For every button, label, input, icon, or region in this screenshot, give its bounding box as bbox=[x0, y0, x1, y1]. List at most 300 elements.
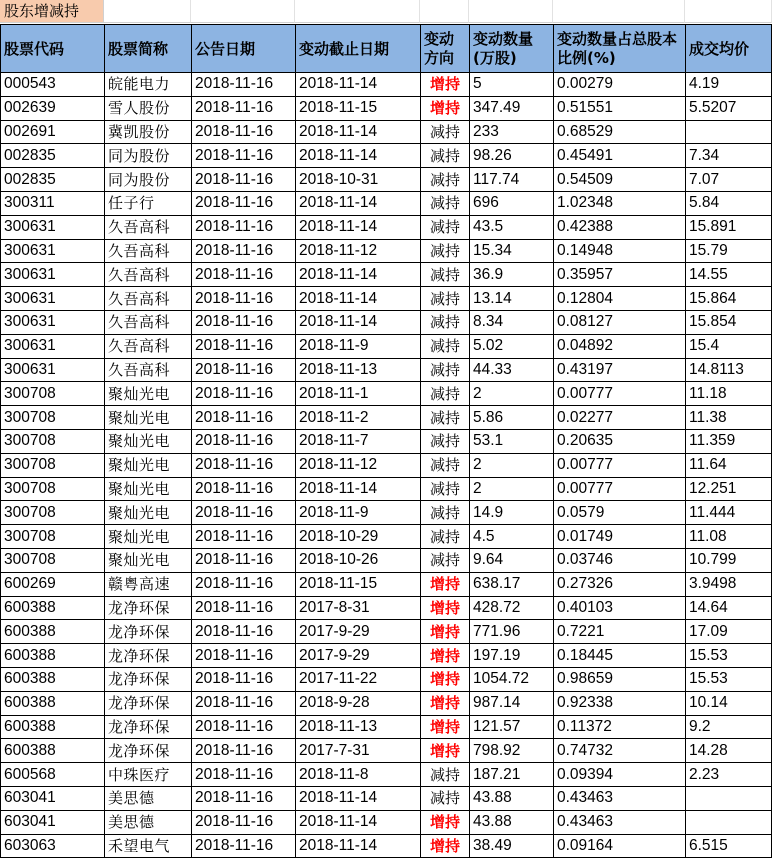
cell-avg-price[interactable]: 14.55 bbox=[686, 263, 772, 287]
table-row bbox=[1, 120, 772, 144]
cell-change-ratio[interactable]: 0.00777 bbox=[554, 477, 686, 501]
cell-change-quantity[interactable]: 197.19 bbox=[470, 644, 554, 668]
cell-change-ratio[interactable]: 1.02348 bbox=[554, 191, 686, 215]
cell-change-end-date[interactable]: 2018-11-9 bbox=[296, 334, 421, 358]
cell-change-direction[interactable]: 减持 bbox=[421, 263, 470, 287]
cell-change-end-date[interactable]: 2018-11-2 bbox=[296, 406, 421, 430]
cell-change-ratio[interactable]: 0.92338 bbox=[554, 691, 686, 715]
cell-change-end-date[interactable]: 2018-11-14 bbox=[296, 287, 421, 311]
cell-change-ratio[interactable]: 0.51551 bbox=[554, 96, 686, 120]
cell-stock-name[interactable]: 龙净环保 bbox=[105, 644, 192, 668]
cell-change-end-date[interactable]: 2018-11-14 bbox=[296, 834, 421, 858]
cell-announce-date[interactable]: 2018-11-16 bbox=[192, 501, 296, 525]
cell-stock-name[interactable]: 中珠医疗 bbox=[105, 763, 192, 787]
cell-change-end-date[interactable]: 2018-11-14 bbox=[296, 215, 421, 239]
cell-avg-price[interactable]: 17.09 bbox=[686, 620, 772, 644]
cell-stock-code[interactable]: 300708 bbox=[1, 453, 105, 477]
cell-stock-code[interactable]: 002639 bbox=[1, 96, 105, 120]
cell-stock-code[interactable]: 002835 bbox=[1, 144, 105, 168]
cell-change-ratio[interactable]: 0.54509 bbox=[554, 168, 686, 192]
cell-stock-name[interactable]: 久吾高科 bbox=[105, 310, 192, 334]
cell-change-quantity[interactable]: 8.34 bbox=[470, 310, 554, 334]
cell-stock-name[interactable]: 久吾高科 bbox=[105, 358, 192, 382]
table-row bbox=[1, 263, 772, 287]
header-announce-date[interactable]: 公告日期 bbox=[192, 25, 296, 73]
cell-change-end-date[interactable]: 2017-11-22 bbox=[296, 667, 421, 691]
cell-change-direction[interactable]: 增持 bbox=[421, 572, 470, 596]
table-row bbox=[1, 239, 772, 263]
cell-change-direction[interactable]: 增持 bbox=[421, 739, 470, 763]
cell-avg-price[interactable]: 12.251 bbox=[686, 477, 772, 501]
cell-stock-code[interactable]: 300631 bbox=[1, 263, 105, 287]
cell-change-quantity[interactable]: 43.88 bbox=[470, 810, 554, 834]
cell-change-quantity[interactable]: 428.72 bbox=[470, 596, 554, 620]
cell-change-end-date[interactable]: 2018-11-14 bbox=[296, 786, 421, 810]
cell-change-direction[interactable]: 减持 bbox=[421, 191, 470, 215]
cell-avg-price[interactable]: 11.38 bbox=[686, 406, 772, 430]
cell-stock-name[interactable]: 同为股份 bbox=[105, 168, 192, 192]
cell-change-ratio[interactable]: 0.00777 bbox=[554, 453, 686, 477]
cell-change-quantity[interactable]: 696 bbox=[470, 191, 554, 215]
cell-change-direction[interactable]: 减持 bbox=[421, 310, 470, 334]
cell-change-quantity[interactable]: 2 bbox=[470, 477, 554, 501]
cell-announce-date[interactable]: 2018-11-16 bbox=[192, 239, 296, 263]
cell-avg-price[interactable]: 7.34 bbox=[686, 144, 772, 168]
cell-announce-date[interactable]: 2018-11-16 bbox=[192, 620, 296, 644]
cell-announce-date[interactable]: 2018-11-16 bbox=[192, 358, 296, 382]
cell-announce-date[interactable]: 2018-11-16 bbox=[192, 168, 296, 192]
cell-avg-price[interactable]: 11.444 bbox=[686, 501, 772, 525]
cell-change-quantity[interactable]: 38.49 bbox=[470, 834, 554, 858]
cell-change-ratio[interactable]: 0.27326 bbox=[554, 572, 686, 596]
cell-announce-date[interactable]: 2018-11-16 bbox=[192, 263, 296, 287]
cell-change-direction[interactable]: 减持 bbox=[421, 429, 470, 453]
cell-change-end-date[interactable]: 2018-11-14 bbox=[296, 477, 421, 501]
cell-change-quantity[interactable]: 987.14 bbox=[470, 691, 554, 715]
cell-stock-name[interactable]: 聚灿光电 bbox=[105, 501, 192, 525]
cell-change-ratio[interactable]: 0.0579 bbox=[554, 501, 686, 525]
cell-avg-price[interactable]: 9.2 bbox=[686, 715, 772, 739]
cell-announce-date[interactable]: 2018-11-16 bbox=[192, 120, 296, 144]
cell-stock-name[interactable]: 聚灿光电 bbox=[105, 525, 192, 549]
cell-announce-date[interactable]: 2018-11-16 bbox=[192, 739, 296, 763]
cell-change-ratio[interactable]: 0.42388 bbox=[554, 215, 686, 239]
cell-announce-date[interactable]: 2018-11-16 bbox=[192, 572, 296, 596]
cell-stock-code[interactable]: 300631 bbox=[1, 358, 105, 382]
cell-change-ratio[interactable]: 0.43463 bbox=[554, 786, 686, 810]
cell-avg-price[interactable]: 15.79 bbox=[686, 239, 772, 263]
cell-avg-price[interactable]: 11.64 bbox=[686, 453, 772, 477]
cell-change-ratio[interactable]: 0.20635 bbox=[554, 429, 686, 453]
cell-change-ratio[interactable]: 0.00777 bbox=[554, 382, 686, 406]
table-row bbox=[1, 620, 772, 644]
cell-change-end-date[interactable]: 2017-7-31 bbox=[296, 739, 421, 763]
cell-change-ratio[interactable]: 0.74732 bbox=[554, 739, 686, 763]
cell-change-ratio[interactable]: 0.40103 bbox=[554, 596, 686, 620]
cell-stock-code[interactable]: 002691 bbox=[1, 120, 105, 144]
cell-change-end-date[interactable]: 2018-11-15 bbox=[296, 96, 421, 120]
cell-change-end-date[interactable]: 2018-11-13 bbox=[296, 715, 421, 739]
header-stock-code[interactable]: 股票代码 bbox=[1, 25, 105, 73]
cell-avg-price[interactable]: 5.84 bbox=[686, 191, 772, 215]
cell-change-quantity[interactable]: 347.49 bbox=[470, 96, 554, 120]
cell-avg-price[interactable]: 10.799 bbox=[686, 548, 772, 572]
cell-change-end-date[interactable]: 2018-11-14 bbox=[296, 120, 421, 144]
cell-stock-name[interactable]: 龙净环保 bbox=[105, 620, 192, 644]
cell-avg-price[interactable]: 6.515 bbox=[686, 834, 772, 858]
sheet-title-cell[interactable]: 股东增减持 bbox=[0, 0, 104, 23]
cell-announce-date[interactable]: 2018-11-16 bbox=[192, 691, 296, 715]
cell-change-direction[interactable]: 减持 bbox=[421, 406, 470, 430]
cell-change-end-date[interactable]: 2018-11-12 bbox=[296, 239, 421, 263]
cell-change-direction[interactable]: 增持 bbox=[421, 667, 470, 691]
cell-avg-price[interactable]: 15.854 bbox=[686, 310, 772, 334]
cell-avg-price[interactable]: 10.14 bbox=[686, 691, 772, 715]
cell-change-direction[interactable]: 增持 bbox=[421, 834, 470, 858]
title-row bbox=[0, 0, 772, 24]
cell-avg-price[interactable]: 5.5207 bbox=[686, 96, 772, 120]
table-row bbox=[1, 810, 772, 834]
cell-change-end-date[interactable]: 2018-11-7 bbox=[296, 429, 421, 453]
cell-announce-date[interactable]: 2018-11-16 bbox=[192, 191, 296, 215]
cell-change-end-date[interactable]: 2018-11-14 bbox=[296, 810, 421, 834]
cell-change-ratio[interactable]: 0.01749 bbox=[554, 525, 686, 549]
table-row bbox=[1, 501, 772, 525]
cell-stock-name[interactable]: 聚灿光电 bbox=[105, 429, 192, 453]
cell-change-direction[interactable]: 减持 bbox=[421, 168, 470, 192]
cell-avg-price[interactable]: 15.53 bbox=[686, 667, 772, 691]
cell-stock-name[interactable]: 久吾高科 bbox=[105, 263, 192, 287]
cell-change-direction[interactable]: 减持 bbox=[421, 382, 470, 406]
cell-change-ratio[interactable]: 0.14948 bbox=[554, 239, 686, 263]
cell-change-direction[interactable]: 增持 bbox=[421, 715, 470, 739]
cell-stock-code[interactable]: 300708 bbox=[1, 477, 105, 501]
cell-change-ratio[interactable]: 0.02277 bbox=[554, 406, 686, 430]
cell-change-ratio[interactable]: 0.68529 bbox=[554, 120, 686, 144]
cell-change-direction[interactable]: 增持 bbox=[421, 691, 470, 715]
cell-avg-price[interactable] bbox=[686, 120, 772, 144]
cell-stock-name[interactable]: 龙净环保 bbox=[105, 715, 192, 739]
cell-stock-code[interactable]: 300631 bbox=[1, 310, 105, 334]
cell-change-direction[interactable]: 减持 bbox=[421, 144, 470, 168]
cell-change-quantity[interactable]: 5 bbox=[470, 73, 554, 97]
cell-change-ratio[interactable]: 0.11372 bbox=[554, 715, 686, 739]
cell-stock-code[interactable]: 600388 bbox=[1, 667, 105, 691]
cell-stock-code[interactable]: 300708 bbox=[1, 382, 105, 406]
cell-stock-name[interactable]: 久吾高科 bbox=[105, 239, 192, 263]
cell-change-end-date[interactable]: 2018-11-13 bbox=[296, 358, 421, 382]
cell-stock-code[interactable]: 300631 bbox=[1, 334, 105, 358]
cell-avg-price[interactable] bbox=[686, 810, 772, 834]
cell-announce-date[interactable]: 2018-11-16 bbox=[192, 73, 296, 97]
cell-change-ratio[interactable]: 0.45491 bbox=[554, 144, 686, 168]
cell-stock-name[interactable]: 聚灿光电 bbox=[105, 453, 192, 477]
cell-stock-code[interactable]: 600388 bbox=[1, 739, 105, 763]
cell-stock-code[interactable]: 600388 bbox=[1, 596, 105, 620]
cell-change-quantity[interactable]: 43.5 bbox=[470, 215, 554, 239]
cell-change-quantity[interactable]: 638.17 bbox=[470, 572, 554, 596]
table-row bbox=[1, 691, 772, 715]
cell-change-direction[interactable]: 减持 bbox=[421, 763, 470, 787]
cell-stock-name[interactable]: 美思德 bbox=[105, 786, 192, 810]
cell-change-end-date[interactable]: 2018-10-26 bbox=[296, 548, 421, 572]
cell-stock-name[interactable]: 雪人股份 bbox=[105, 96, 192, 120]
cell-avg-price[interactable]: 7.07 bbox=[686, 168, 772, 192]
cell-change-end-date[interactable]: 2017-9-29 bbox=[296, 644, 421, 668]
cell-announce-date[interactable]: 2018-11-16 bbox=[192, 334, 296, 358]
cell-change-quantity[interactable]: 98.26 bbox=[470, 144, 554, 168]
empty-cell[interactable] bbox=[295, 0, 420, 23]
table-row bbox=[1, 572, 772, 596]
header-row bbox=[1, 25, 772, 73]
cell-change-direction[interactable]: 增持 bbox=[421, 620, 470, 644]
header-change-quantity[interactable]: 变动数量(万股) bbox=[470, 25, 554, 73]
cell-stock-code[interactable]: 600388 bbox=[1, 691, 105, 715]
cell-announce-date[interactable]: 2018-11-16 bbox=[192, 834, 296, 858]
table-row bbox=[1, 834, 772, 858]
cell-stock-code[interactable]: 600568 bbox=[1, 763, 105, 787]
empty-cell[interactable] bbox=[553, 0, 685, 23]
cell-stock-code[interactable]: 300631 bbox=[1, 239, 105, 263]
empty-cell[interactable] bbox=[104, 0, 191, 23]
cell-stock-code[interactable]: 603041 bbox=[1, 786, 105, 810]
cell-change-direction[interactable]: 减持 bbox=[421, 501, 470, 525]
cell-announce-date[interactable]: 2018-11-16 bbox=[192, 144, 296, 168]
cell-stock-name[interactable]: 龙净环保 bbox=[105, 667, 192, 691]
cell-announce-date[interactable]: 2018-11-16 bbox=[192, 548, 296, 572]
cell-stock-code[interactable]: 600388 bbox=[1, 620, 105, 644]
table-row bbox=[1, 453, 772, 477]
cell-avg-price[interactable]: 11.18 bbox=[686, 382, 772, 406]
cell-change-end-date[interactable]: 2018-10-29 bbox=[296, 525, 421, 549]
cell-change-direction[interactable]: 减持 bbox=[421, 334, 470, 358]
cell-stock-code[interactable]: 300311 bbox=[1, 191, 105, 215]
cell-stock-name[interactable]: 赣粤高速 bbox=[105, 572, 192, 596]
cell-change-end-date[interactable]: 2018-11-14 bbox=[296, 310, 421, 334]
cell-change-direction[interactable]: 减持 bbox=[421, 525, 470, 549]
cell-avg-price[interactable]: 4.19 bbox=[686, 73, 772, 97]
cell-stock-code[interactable]: 300631 bbox=[1, 215, 105, 239]
cell-stock-code[interactable]: 300708 bbox=[1, 406, 105, 430]
cell-change-end-date[interactable]: 2018-11-14 bbox=[296, 263, 421, 287]
cell-change-end-date[interactable]: 2018-11-14 bbox=[296, 191, 421, 215]
cell-avg-price[interactable]: 15.53 bbox=[686, 644, 772, 668]
cell-change-ratio[interactable]: 0.7221 bbox=[554, 620, 686, 644]
cell-change-quantity[interactable]: 121.57 bbox=[470, 715, 554, 739]
cell-change-direction[interactable]: 减持 bbox=[421, 239, 470, 263]
cell-stock-code[interactable]: 000543 bbox=[1, 73, 105, 97]
cell-change-direction[interactable]: 减持 bbox=[421, 287, 470, 311]
cell-stock-code[interactable]: 603063 bbox=[1, 834, 105, 858]
cell-avg-price[interactable]: 14.64 bbox=[686, 596, 772, 620]
cell-stock-code[interactable]: 300631 bbox=[1, 287, 105, 311]
cell-change-ratio[interactable]: 0.18445 bbox=[554, 644, 686, 668]
cell-announce-date[interactable]: 2018-11-16 bbox=[192, 763, 296, 787]
cell-change-ratio[interactable]: 0.09164 bbox=[554, 834, 686, 858]
cell-announce-date[interactable]: 2018-11-16 bbox=[192, 310, 296, 334]
cell-stock-name[interactable]: 禾望电气 bbox=[105, 834, 192, 858]
empty-cell[interactable] bbox=[420, 0, 469, 23]
cell-change-quantity[interactable]: 5.86 bbox=[470, 406, 554, 430]
cell-stock-name[interactable]: 聚灿光电 bbox=[105, 382, 192, 406]
table-row bbox=[1, 358, 772, 382]
cell-stock-name[interactable]: 久吾高科 bbox=[105, 215, 192, 239]
cell-stock-name[interactable]: 龙净环保 bbox=[105, 596, 192, 620]
cell-announce-date[interactable]: 2018-11-16 bbox=[192, 287, 296, 311]
cell-change-direction[interactable]: 减持 bbox=[421, 120, 470, 144]
cell-change-quantity[interactable]: 15.34 bbox=[470, 239, 554, 263]
cell-change-end-date[interactable]: 2018-9-28 bbox=[296, 691, 421, 715]
cell-stock-code[interactable]: 300708 bbox=[1, 525, 105, 549]
header-stock-name[interactable]: 股票简称 bbox=[105, 25, 192, 73]
cell-stock-name[interactable]: 皖能电力 bbox=[105, 73, 192, 97]
cell-change-ratio[interactable]: 0.43197 bbox=[554, 358, 686, 382]
header-avg-price[interactable]: 成交均价 bbox=[686, 25, 772, 73]
header-change-direction[interactable]: 变动方向 bbox=[421, 25, 470, 73]
cell-announce-date[interactable]: 2018-11-16 bbox=[192, 477, 296, 501]
cell-change-ratio[interactable]: 0.35957 bbox=[554, 263, 686, 287]
cell-stock-code[interactable]: 300708 bbox=[1, 501, 105, 525]
cell-change-ratio[interactable]: 0.12804 bbox=[554, 287, 686, 311]
table-row bbox=[1, 96, 772, 120]
cell-stock-code[interactable]: 603041 bbox=[1, 810, 105, 834]
cell-change-quantity[interactable]: 233 bbox=[470, 120, 554, 144]
cell-change-quantity[interactable]: 14.9 bbox=[470, 501, 554, 525]
cell-change-end-date[interactable]: 2018-11-9 bbox=[296, 501, 421, 525]
cell-change-ratio[interactable]: 0.09394 bbox=[554, 763, 686, 787]
cell-change-direction[interactable]: 减持 bbox=[421, 358, 470, 382]
cell-change-end-date[interactable]: 2018-11-1 bbox=[296, 382, 421, 406]
cell-announce-date[interactable]: 2018-11-16 bbox=[192, 810, 296, 834]
empty-cell[interactable] bbox=[469, 0, 553, 23]
cell-change-direction[interactable]: 增持 bbox=[421, 644, 470, 668]
cell-change-ratio[interactable]: 0.00279 bbox=[554, 73, 686, 97]
cell-change-direction[interactable]: 增持 bbox=[421, 73, 470, 97]
cell-avg-price[interactable]: 2.23 bbox=[686, 763, 772, 787]
cell-stock-name[interactable]: 聚灿光电 bbox=[105, 548, 192, 572]
cell-change-quantity[interactable]: 5.02 bbox=[470, 334, 554, 358]
cell-stock-code[interactable]: 600269 bbox=[1, 572, 105, 596]
cell-change-direction[interactable]: 增持 bbox=[421, 596, 470, 620]
cell-stock-name[interactable]: 龙净环保 bbox=[105, 691, 192, 715]
cell-announce-date[interactable]: 2018-11-16 bbox=[192, 429, 296, 453]
cell-change-quantity[interactable]: 4.5 bbox=[470, 525, 554, 549]
cell-stock-code[interactable]: 002835 bbox=[1, 168, 105, 192]
cell-change-quantity[interactable]: 9.64 bbox=[470, 548, 554, 572]
cell-change-end-date[interactable]: 2018-11-12 bbox=[296, 453, 421, 477]
cell-stock-name[interactable]: 同为股份 bbox=[105, 144, 192, 168]
cell-stock-code[interactable]: 600388 bbox=[1, 715, 105, 739]
cell-change-quantity[interactable]: 117.74 bbox=[470, 168, 554, 192]
cell-change-quantity[interactable]: 1054.72 bbox=[470, 667, 554, 691]
cell-announce-date[interactable]: 2018-11-16 bbox=[192, 715, 296, 739]
cell-change-quantity[interactable]: 44.33 bbox=[470, 358, 554, 382]
cell-change-end-date[interactable]: 2018-11-14 bbox=[296, 144, 421, 168]
cell-change-ratio[interactable]: 0.08127 bbox=[554, 310, 686, 334]
cell-announce-date[interactable]: 2018-11-16 bbox=[192, 96, 296, 120]
empty-cell[interactable] bbox=[685, 0, 772, 23]
cell-stock-name[interactable]: 久吾高科 bbox=[105, 334, 192, 358]
cell-change-end-date[interactable]: 2018-11-15 bbox=[296, 572, 421, 596]
cell-change-quantity[interactable]: 771.96 bbox=[470, 620, 554, 644]
cell-avg-price[interactable]: 15.864 bbox=[686, 287, 772, 311]
table-row bbox=[1, 144, 772, 168]
cell-announce-date[interactable]: 2018-11-16 bbox=[192, 453, 296, 477]
cell-change-end-date[interactable]: 2018-11-8 bbox=[296, 763, 421, 787]
cell-announce-date[interactable]: 2018-11-16 bbox=[192, 406, 296, 430]
cell-change-direction[interactable]: 减持 bbox=[421, 786, 470, 810]
cell-avg-price[interactable]: 14.28 bbox=[686, 739, 772, 763]
cell-change-direction[interactable]: 增持 bbox=[421, 810, 470, 834]
cell-stock-code[interactable]: 600388 bbox=[1, 644, 105, 668]
cell-stock-code[interactable]: 300708 bbox=[1, 429, 105, 453]
cell-change-direction[interactable]: 减持 bbox=[421, 215, 470, 239]
cell-stock-name[interactable]: 龙净环保 bbox=[105, 739, 192, 763]
cell-change-end-date[interactable]: 2017-8-31 bbox=[296, 596, 421, 620]
cell-change-quantity[interactable]: 13.14 bbox=[470, 287, 554, 311]
cell-change-ratio[interactable]: 0.03746 bbox=[554, 548, 686, 572]
cell-announce-date[interactable]: 2018-11-16 bbox=[192, 644, 296, 668]
cell-announce-date[interactable]: 2018-11-16 bbox=[192, 525, 296, 549]
cell-announce-date[interactable]: 2018-11-16 bbox=[192, 786, 296, 810]
cell-change-quantity[interactable]: 2 bbox=[470, 453, 554, 477]
cell-avg-price[interactable]: 15.891 bbox=[686, 215, 772, 239]
cell-avg-price[interactable]: 3.9498 bbox=[686, 572, 772, 596]
cell-announce-date[interactable]: 2018-11-16 bbox=[192, 215, 296, 239]
cell-avg-price[interactable]: 11.359 bbox=[686, 429, 772, 453]
table-row bbox=[1, 334, 772, 358]
cell-change-direction[interactable]: 减持 bbox=[421, 477, 470, 501]
cell-change-end-date[interactable]: 2017-9-29 bbox=[296, 620, 421, 644]
cell-change-ratio[interactable]: 0.98659 bbox=[554, 667, 686, 691]
cell-change-quantity[interactable]: 187.21 bbox=[470, 763, 554, 787]
table-row bbox=[1, 786, 772, 810]
cell-change-end-date[interactable]: 2018-11-14 bbox=[296, 73, 421, 97]
cell-change-end-date[interactable]: 2018-10-31 bbox=[296, 168, 421, 192]
cell-stock-code[interactable]: 300708 bbox=[1, 548, 105, 572]
cell-change-ratio[interactable]: 0.04892 bbox=[554, 334, 686, 358]
cell-avg-price[interactable]: 11.08 bbox=[686, 525, 772, 549]
cell-change-quantity[interactable]: 2 bbox=[470, 382, 554, 406]
table-row bbox=[1, 596, 772, 620]
cell-change-direction[interactable]: 减持 bbox=[421, 453, 470, 477]
empty-cell[interactable] bbox=[191, 0, 295, 23]
cell-avg-price[interactable] bbox=[686, 786, 772, 810]
cell-stock-name[interactable]: 久吾高科 bbox=[105, 287, 192, 311]
cell-stock-name[interactable]: 冀凯股份 bbox=[105, 120, 192, 144]
cell-announce-date[interactable]: 2018-11-16 bbox=[192, 382, 296, 406]
cell-change-direction[interactable]: 减持 bbox=[421, 548, 470, 572]
cell-change-quantity[interactable]: 798.92 bbox=[470, 739, 554, 763]
cell-stock-name[interactable]: 聚灿光电 bbox=[105, 406, 192, 430]
cell-announce-date[interactable]: 2018-11-16 bbox=[192, 596, 296, 620]
cell-stock-name[interactable]: 任子行 bbox=[105, 191, 192, 215]
cell-change-quantity[interactable]: 53.1 bbox=[470, 429, 554, 453]
cell-avg-price[interactable]: 14.8113 bbox=[686, 358, 772, 382]
cell-change-quantity[interactable]: 43.88 bbox=[470, 786, 554, 810]
table-row bbox=[1, 739, 772, 763]
cell-change-direction[interactable]: 增持 bbox=[421, 96, 470, 120]
cell-stock-name[interactable]: 聚灿光电 bbox=[105, 477, 192, 501]
table-row bbox=[1, 191, 772, 215]
cell-change-ratio[interactable]: 0.43463 bbox=[554, 810, 686, 834]
header-change-end-date[interactable]: 变动截止日期 bbox=[296, 25, 421, 73]
cell-change-quantity[interactable]: 36.9 bbox=[470, 263, 554, 287]
cell-avg-price[interactable]: 15.4 bbox=[686, 334, 772, 358]
cell-announce-date[interactable]: 2018-11-16 bbox=[192, 667, 296, 691]
cell-stock-name[interactable]: 美思德 bbox=[105, 810, 192, 834]
header-change-ratio[interactable]: 变动数量占总股本比例(%) bbox=[554, 25, 686, 73]
